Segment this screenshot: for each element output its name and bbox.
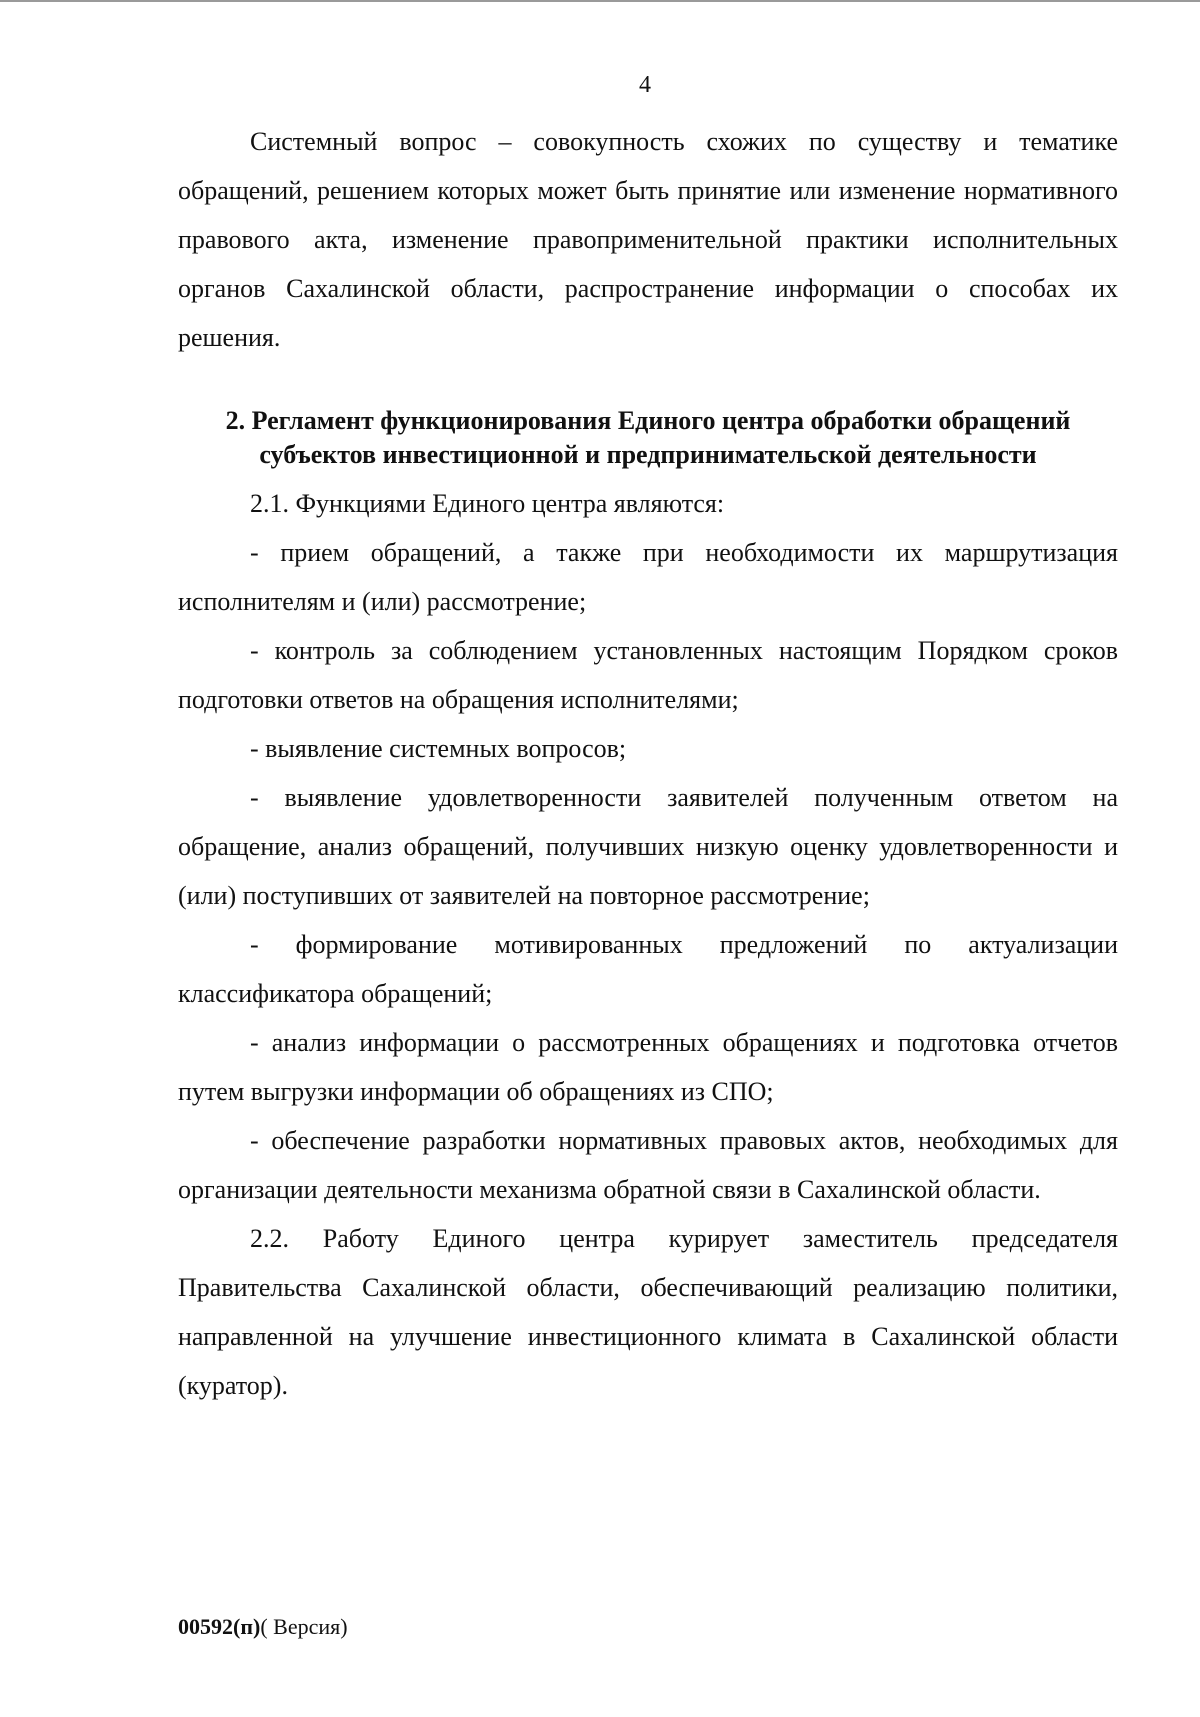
paragraph-2-2: 2.2. Работу Единого центра курирует заместитель председателя Правительства Сахалинской области, обеспечивающий реализацию политики, направленной на улучшение инвестиционного климата в Сахалинской области (куратор). (178, 1224, 1118, 1400)
function-item: - выявление удовлетворенности заявителей полученным ответом на обращение, анализ обращений, получивших низкую оценку удовлетворенности и (или) поступивших от заявителей на повторное рассмотрение; (178, 783, 1118, 910)
section-heading-block (178, 404, 1118, 472)
section-body (178, 479, 1118, 1410)
function-item: - прием обращений, а также при необходимости их маршрутизация исполнителям и (или) рассмотрение; (178, 538, 1118, 616)
definition-paragraph: Системный вопрос – совокупность схожих по существу и тематике обращений, решением которых может быть принятие или изменение нормативного правового акта, изменение правоприменительной практики исполнительных органов Сахалинской области, распространение информации о способах их решения. (178, 127, 1118, 352)
function-item: - формирование мотивированных предложений по актуализации классификатора обращений; (178, 930, 1118, 1008)
paragraph-2-1: 2.1. Функциями Единого центра являются: (250, 489, 725, 518)
function-item: - выявление системных вопросов; (250, 734, 627, 763)
document-version: ( Версия) (260, 1614, 348, 1639)
section-heading: 2. Регламент функционирования Единого центра обработки обращений субъектов инвестиционной и предпринимательской деятельности (225, 406, 1071, 469)
document-code: 00592(п) (178, 1614, 261, 1639)
function-item: - обеспечение разработки нормативных правовых актов, необходимых для организации деятельности механизма обратной связи в Сахалинской области. (178, 1126, 1118, 1204)
definition-block (178, 117, 1118, 362)
document-footer (178, 1614, 348, 1640)
function-item: - анализ информации о рассмотренных обращениях и подготовка отчетов путем выгрузки информации об обращениях из СПО; (178, 1028, 1118, 1106)
scan-top-edge (0, 0, 1200, 2)
function-item: - контроль за соблюдением установленных настоящим Порядком сроков подготовки ответов на обращения исполнителями; (178, 636, 1118, 714)
page-number: 4 (639, 72, 651, 98)
